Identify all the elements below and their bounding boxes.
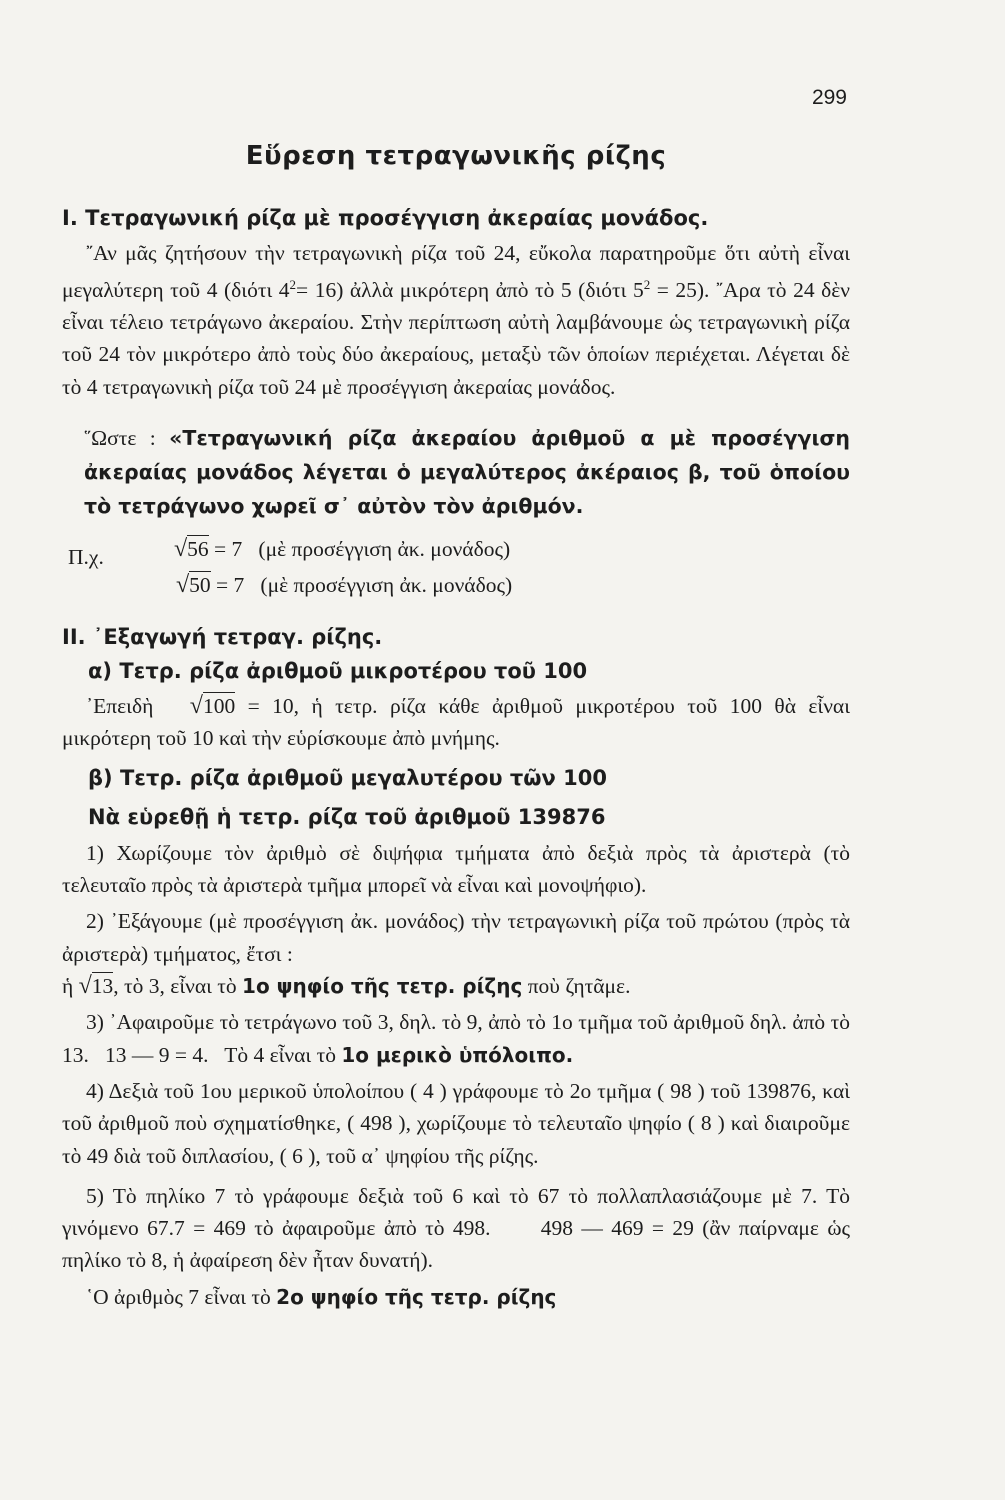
example-label: Π.χ. — [68, 545, 104, 570]
sqrt-symbol: √100 — [189, 692, 236, 719]
step-5: 5) Τὸ πηλίκο 7 τὸ γράφουμε δεξιὰ τοῦ 6 καὶ τὸ 67 τὸ πολλαπλασιάζουμε μὲ 7. Τὸ γινόμενο 67.7 = 469 τὸ ἀφαιροῦμε ἀπὸ τὸ 498. 498 — 469 = 29 (ἂν παίρναμε ὡς πηλίκο τὸ 8, ἡ ἀφαίρεση δὲν ἦταν δυνατή). — [62, 1183, 856, 1273]
sqrt-symbol: √13 — [78, 973, 114, 1000]
para-part-a: ῎Αν μᾶς ζητήσουν τὴν τετραγωνικὴ ρίζα τοῦ 24, εὔκολα παρατηροῦμε ὅτι αὐτὴ εἶναι μεγαλύτερη τοῦ 4 (διότι 4 — [62, 240, 850, 302]
sqrt-symbol: √56 — [174, 536, 209, 563]
text-part: ῾Ο ἀριθμὸς 7 εἶναι τὸ — [86, 1284, 277, 1309]
step-3 — [62, 1006, 856, 1071]
text-part: = 10, ἡ τετρ. ρίζα κάθε ἀριθμοῦ μικροτέρου τοῦ 100 θὰ εἶναι μικρότερη τοῦ 10 καὶ τὴν εὑρίσκουμε ἀπὸ μνήμης. — [62, 693, 850, 750]
radicand: 56 — [187, 537, 209, 562]
step-6 — [62, 1281, 850, 1313]
sqrt-symbol: √50 — [176, 572, 211, 599]
step-2: 2) ᾿Εξάγουμε (μὲ προσέγγιση ἀκ. μονάδος) τὴν τετραγωνικὴ ρίζα τοῦ πρώτου (πρὸς τὰ ἀριστερὰ) τμήματος, ἔτσι : — [62, 909, 850, 966]
example-2-text: = 7 (μὲ προσέγγιση ἀκ. μονάδος) — [210, 573, 513, 598]
definition-block — [62, 421, 850, 523]
emphasis: 1ο μερικὸ ὑπόλοιπο. — [341, 1042, 574, 1067]
text-part: ποὺ ζητᾶμε. — [522, 974, 631, 999]
emphasis: 1ο ψηφίο τῆς τετρ. ρίζης — [242, 974, 523, 999]
definition-text: «Τετραγωνική ρίζα ἀκεραίου ἀριθμοῦ α μὲ προσέγγιση ἀκεραίας μονάδος λέγεται ὁ μεγαλύτερος ἀκέραιος β, τοῦ ὁποίου τὸ τετράγωνο χωρεῖ σ᾽ αὐτὸν τὸν ἀριθμόν. — [84, 426, 851, 519]
radicand: 13 — [91, 974, 114, 999]
definition-lead: ῞Ωστε : — [84, 426, 170, 451]
section-1-paragraph — [62, 237, 850, 403]
example-block — [62, 533, 850, 605]
subsection-a-heading: α) Τετρ. ρίζα ἀριθμοῦ μικροτέρου τοῦ 100 — [88, 659, 588, 684]
para-part-c: = 25). ῎Αρα τὸ 24 δὲν εἶναι τέλειο τετράγωνο ἀκεραίου. Στὴν περίπτωση αὐτὴ λαμβάνουμε ὡς τετραγωνικὴ ρίζα τοῦ 24 τὸν μικρότερο ἀπὸ τοὺς δύο ἀκεραίους, μεταξὺ τῶν ὁποίων περιέχεται. Λέγεται δὲ τὸ 4 τετραγωνικὴ ρίζα τοῦ 24 μὲ προσέγγιση ἀκεραίας μονάδος. — [62, 277, 850, 399]
subsection-b-problem: Νὰ εὑρεθῇ ἡ τετρ. ρίζα τοῦ ἀριθμοῦ 139876 — [88, 804, 606, 829]
text-part: , τὸ 3, εἶναι τὸ — [113, 974, 243, 999]
superscript: 2 — [643, 276, 651, 292]
subsection-b-heading: β) Τετρ. ρίζα ἀριθμοῦ μεγαλυτέρου τῶν 100 — [88, 766, 607, 791]
para-part-b: = 16) ἀλλὰ μικρότερη ἀπὸ τὸ 5 (διότι 5 — [296, 277, 644, 302]
radicand: 100 — [202, 693, 236, 718]
emphasis: 2ο ψηφίο τῆς τετρ. ρίζης — [276, 1284, 557, 1309]
radicand: 50 — [189, 573, 211, 598]
section-1-heading: I. Τετραγωνική ρίζα μὲ προσέγγιση ἀκεραίας μονάδος. — [62, 206, 709, 231]
example-1-text: = 7 (μὲ προσέγγιση ἀκ. μονάδος) — [208, 537, 511, 562]
text-part: 3) ᾿Αφαιροῦμε τὸ τετράγωνο τοῦ 3, δηλ. τὸ 9, ἀπὸ τὸ 1ο τμῆμα τοῦ ἀριθμοῦ δηλ. ἀπὸ τὸ 13. 13 — 9 = 4. Τὸ 4 εἶναι τὸ — [62, 1010, 856, 1067]
subsection-a-text — [62, 690, 850, 755]
step-2-result — [62, 970, 850, 1002]
example-row-1 — [174, 533, 510, 565]
page-content — [62, 84, 856, 1313]
example-row-2 — [176, 569, 512, 601]
page-number: 299 — [811, 86, 847, 109]
text-part: ἡ — [62, 974, 79, 999]
text-part: ᾿Επειδὴ — [86, 693, 166, 718]
step-4: 4) Δεξιὰ τοῦ 1ου μερικοῦ ὑπολοίπου ( 4 ) γράφουμε τὸ 2ο τμῆμα ( 98 ) τοῦ 139876, καὶ τοῦ ἀριθμοῦ ποὺ σχηματίσθηκε, ( 498 ), χωρίζουμε τὸ τελευταῖο ψηφίο ( 8 ) καὶ διαιροῦμε τὸ 49 διὰ τοῦ διπλασίου, ( 6 ), τοῦ α᾽ ψηφίου τῆς ρίζης. — [62, 1078, 850, 1168]
section-2-heading: II. ᾿Εξαγωγή τετραγ. ρίζης. — [62, 625, 383, 650]
superscript: 2 — [289, 276, 297, 292]
page-title: Εὕρεση τετραγωνικῆς ρίζης — [245, 141, 667, 171]
step-1: 1) Χωρίζουμε τὸν ἀριθμὸ σὲ διψήφια τμήματα ἀπὸ δεξιὰ πρὸς τὰ ἀριστερὰ (τὸ τελευταῖο πρὸς τὰ ἀριστερὰ τμῆμα μπορεῖ νὰ εἶναι καὶ μονοψήφιο). — [62, 840, 850, 898]
